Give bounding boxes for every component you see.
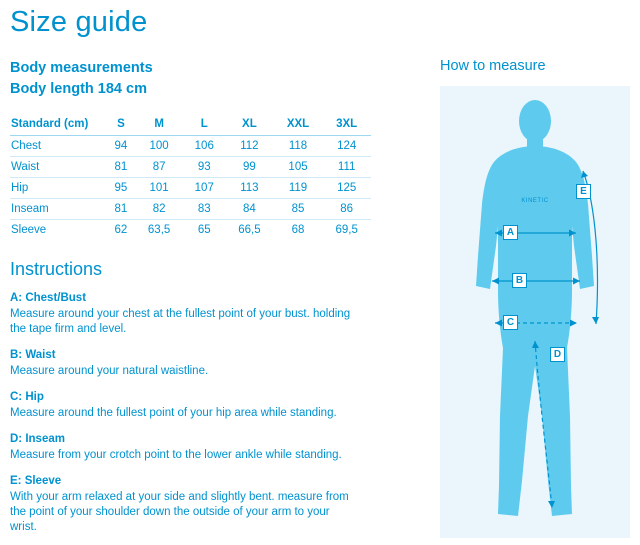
size-table-head [10,113,371,136]
figure-brand-label: KINETIC [521,198,549,204]
instruction-item-hip [10,389,355,421]
marker-a: A [503,225,518,240]
cell-chest-m: 100 [135,136,184,157]
body-silhouette [476,100,594,516]
size-table-body [10,136,371,241]
instruction-text: Measure around your chest at the fullest point of your bust. holding the tape firm and level. [10,308,351,335]
table-row [10,199,371,220]
cell-hip-3xl: 125 [322,178,371,199]
marker-e: E [576,184,591,199]
right-column [440,58,630,538]
column-header-xxl: XXL [274,113,323,136]
cell-inseam-xl: 84 [225,199,274,220]
instruction-title: C: Hip [10,391,44,403]
table-row [10,136,371,157]
instruction-text: Measure around the fullest point of your hip area while standing. [10,407,337,419]
instruction-item-sleeve [10,473,355,535]
left-column [10,58,410,240]
size-table [10,113,371,240]
table-row [10,178,371,199]
cell-inseam-s: 81 [107,199,135,220]
cell-hip-m: 101 [135,178,184,199]
cell-sleeve-xl: 66,5 [238,224,261,236]
row-label-waist: Waist [10,157,107,178]
cell-sleeve-l: 65 [197,224,211,236]
cell-chest-3xl: 124 [322,136,371,157]
cell-waist-m: 87 [135,157,184,178]
instructions-list [10,290,355,545]
cell-chest-xl: 112 [225,136,274,157]
cell-inseam-l: 83 [183,199,225,220]
cell-chest-l: 106 [183,136,225,157]
cell-chest-xxl: 118 [274,136,323,157]
instruction-title: D: Inseam [10,433,65,445]
how-to-measure-heading: How to measure [440,58,546,74]
cell-hip-xxl: 119 [274,178,323,199]
table-row [10,220,371,241]
row-label-inseam: Inseam [10,199,107,220]
marker-c: C [503,315,518,330]
column-header-3xl: 3XL [322,113,371,136]
instruction-title: A: Chest/Bust [10,292,87,304]
column-header-s: S [107,113,135,136]
cell-sleeve-s: 62 [114,224,128,236]
cell-inseam-m: 82 [135,199,184,220]
body-figure-illustration [440,86,630,538]
cell-inseam-3xl: 86 [322,199,371,220]
row-label-chest: Chest [10,136,107,157]
cell-waist-l: 93 [183,157,225,178]
instruction-text: With your arm relaxed at your side and slightly bent. measure from the point of your shoulder down the outside of your arm to your wrist. [10,491,349,533]
cell-waist-xl: 99 [225,157,274,178]
row-label-hip: Hip [10,178,107,199]
instruction-title: B: Waist [10,349,56,361]
instruction-text: Measure around your natural waistline. [10,365,209,377]
body-length-value: Body length 184 cm [10,81,147,97]
cell-sleeve-3xl: 69,5 [335,224,358,236]
instructions-heading: Instructions [10,259,103,279]
cell-sleeve-xxl: 68 [291,224,305,236]
column-header-m: M [135,113,184,136]
table-header-row [10,113,371,136]
column-header-xl: XL [225,113,274,136]
instruction-item-inseam [10,431,355,463]
cell-waist-3xl: 111 [322,157,371,178]
cell-chest-s: 94 [107,136,135,157]
how-to-measure-figure [440,86,630,538]
instruction-title: E: Sleeve [10,475,62,487]
cell-inseam-xxl: 85 [274,199,323,220]
column-header-standard: Standard (cm) [10,113,107,136]
page-title: Size guide [10,6,148,38]
instruction-item-waist [10,347,355,379]
column-header-l: L [183,113,225,136]
cell-hip-s: 95 [107,178,135,199]
instruction-text: Measure from your crotch point to the lower ankle while standing. [10,449,342,461]
cell-waist-xxl: 105 [274,157,323,178]
cell-hip-xl: 113 [225,178,274,199]
cell-waist-s: 81 [107,157,135,178]
row-label-sleeve: Sleeve [11,224,47,236]
marker-d: D [550,347,565,362]
cell-sleeve-m: 63,5 [147,224,171,236]
marker-b: B [512,273,527,288]
cell-hip-l: 107 [183,178,225,199]
instruction-item-chest [10,290,355,337]
table-row [10,157,371,178]
body-measurements-heading: Body measurements [10,60,153,76]
